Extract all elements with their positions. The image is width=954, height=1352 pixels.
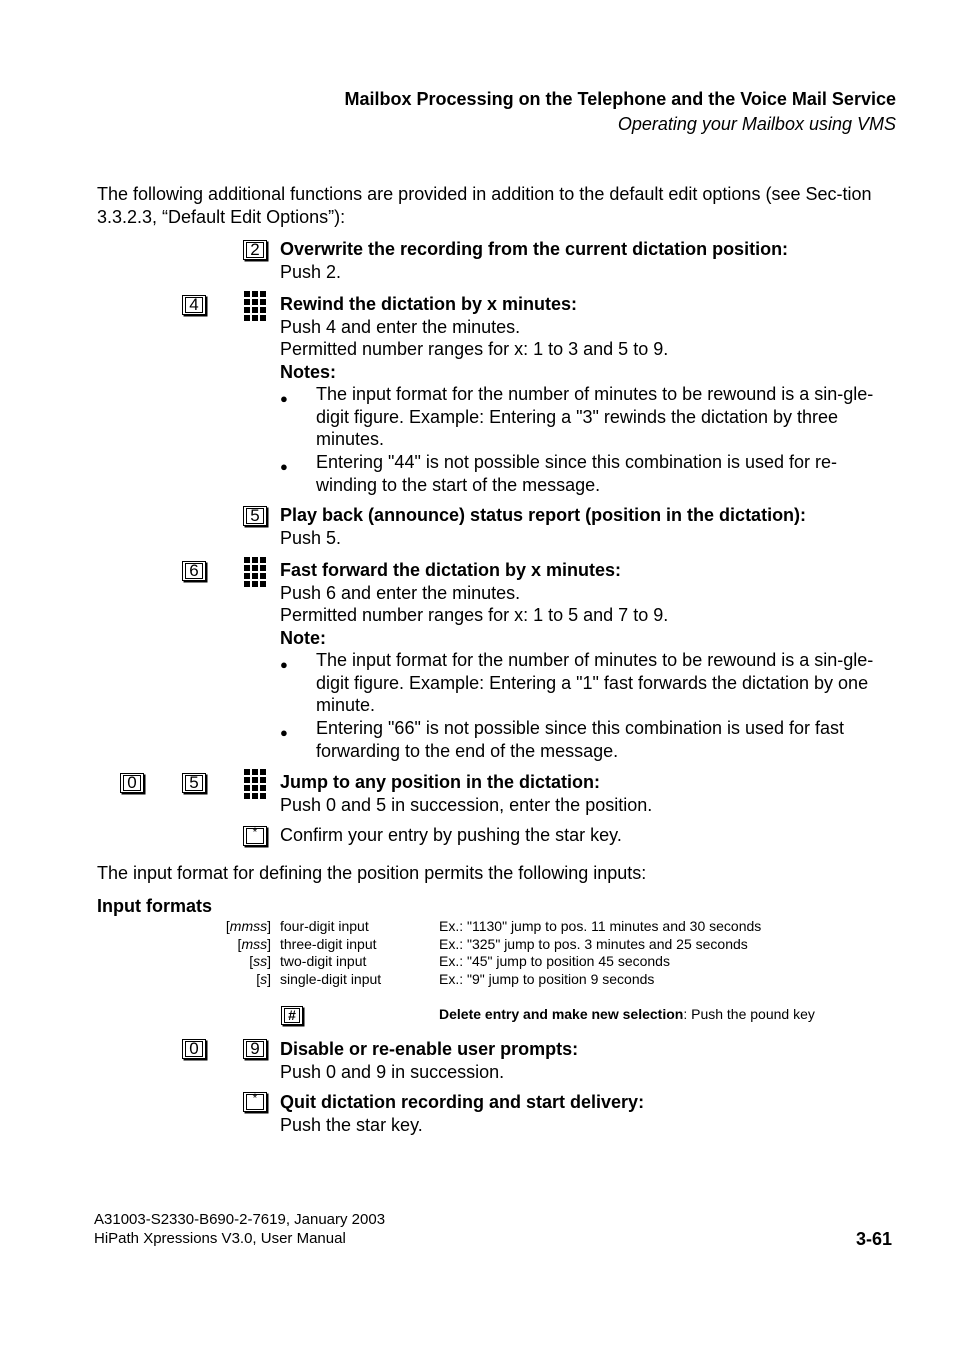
forward-note-2: Entering "66" is not possible since this combination is used for fast forwarding to the end of the message. [316,718,845,761]
quit-function [280,1091,880,1136]
forward-instruction: Push 6 and enter the minutes. [280,582,521,603]
key-6-icon: 6 [182,561,206,581]
star-key-icon: * [243,1092,267,1112]
pound-key-instruction: Delete entry and make new selection: Push the pound key [439,1006,815,1022]
key-2-icon: 2 [243,240,267,260]
list-item: ● Entering "66" is not possible since this combination is used for fast forwarding to the end of the message. [280,717,880,762]
rewind-notes-label: Notes: [280,361,337,382]
input-format-paragraph: The input format for defining the position permits the following inputs: [97,863,647,883]
overwrite-title: Overwrite the recording from the current dictation position: [280,239,789,259]
intro-paragraph: The following additional functions are provided in addition to the default edit options (see Sec-tion 3.3.2.3, “Default Edit Options”): [97,184,872,227]
forward-range: Permitted number ranges for x: 1 to 5 and 7 to 9. [280,605,669,625]
format-code: [ss] [249,953,271,969]
jump-instruction: Push 0 and 5 in succession, enter the position. [280,794,653,815]
keypad-icon [243,768,267,800]
format-example: Ex.: "1130" jump to pos. 11 minutes and 30 seconds [439,918,762,934]
page-number: 3-61 [855,1229,892,1249]
rewind-note-1: The input format for the number of minutes to be rewound is a sin-gle-digit figure. Example: Entering a "3" rewinds the dictation by three minutes. [316,384,874,449]
format-description: three-digit input [280,936,377,952]
key-0-icon: 0 [120,773,144,793]
footer-manual-title: HiPath Xpressions V3.0, User Manual [94,1230,346,1247]
playback-title: Play back (announce) status report (position in the dictation): [280,505,807,525]
rewind-title: Rewind the dictation by x minutes: [280,294,578,314]
jump-function [280,771,880,816]
overwrite-function [280,238,880,283]
keypad-icon [243,556,267,588]
rewind-function [280,293,880,383]
keypad-icon [243,290,267,322]
prompts-title: Disable or re-enable user prompts: [280,1039,579,1059]
prompts-instruction: Push 0 and 9 in succession. [280,1061,505,1082]
section-subtitle: Operating your Mailbox using VMS [617,114,896,134]
list-item: ● The input format for the number of minutes to be rewound is a sin-gle-digit figure. Example: Entering a "3" rewinds the dictation by three minutes. [280,383,880,451]
section-title: Mailbox Processing on the Telephone and the Voice Mail Service [344,89,896,109]
key-5-icon: 5 [243,506,267,526]
forward-note-1: The input format for the number of minutes to be rewound is a sin-gle-digit figure. Example: Entering a "1" fast forwards the dictation by one minute. [316,650,874,715]
key-9-icon: 9 [243,1039,267,1059]
prompts-function [280,1038,880,1083]
format-description: four-digit input [280,918,369,934]
playback-function [280,504,880,549]
rewind-range: Permitted number ranges for x: 1 to 3 and 5 to 9. [280,339,669,359]
overwrite-instruction: Push 2. [280,261,342,282]
format-example: Ex.: "325" jump to pos. 3 minutes and 25 seconds [439,936,748,952]
forward-function [280,559,880,649]
format-description: single-digit input [280,971,382,987]
key-0-icon: 0 [182,1039,206,1059]
playback-instruction: Push 5. [280,527,342,548]
quit-instruction: Push the star key. [280,1114,423,1135]
confirm-instruction: Confirm your entry by pushing the star key. [280,825,622,845]
key-4-icon: 4 [182,295,206,315]
footer-document-id: A31003-S2330-B690-2-7619, January 2003 [94,1211,386,1228]
format-example: Ex.: "9" jump to position 9 seconds [439,971,655,987]
rewind-note-2: Entering "44" is not possible since this combination is used for re-winding to the start of the message. [316,452,838,495]
format-example: Ex.: "45" jump to position 45 seconds [439,953,670,969]
pound-key-icon: # [281,1006,303,1025]
format-code: [mmss] [225,918,271,934]
input-formats-heading: Input formats [97,896,212,916]
list-item: ● The input format for the number of minutes to be rewound is a sin-gle-digit figure. Example: Entering a "1" fast forwards the dictation by one minute. [280,649,880,717]
list-item: ● Entering "44" is not possible since this combination is used for re-winding to the start of the message. [280,451,880,496]
forward-notes-label: Note: [280,627,326,648]
key-5-icon: 5 [182,773,206,793]
format-code: [s] [256,971,271,987]
rewind-instruction: Push 4 and enter the minutes. [280,316,521,337]
star-key-icon: * [243,826,267,846]
format-description: two-digit input [280,953,367,969]
forward-title: Fast forward the dictation by x minutes: [280,560,622,580]
quit-title: Quit dictation recording and start delivery: [280,1092,645,1112]
format-code: [mss] [237,936,271,952]
jump-title: Jump to any position in the dictation: [280,772,600,792]
